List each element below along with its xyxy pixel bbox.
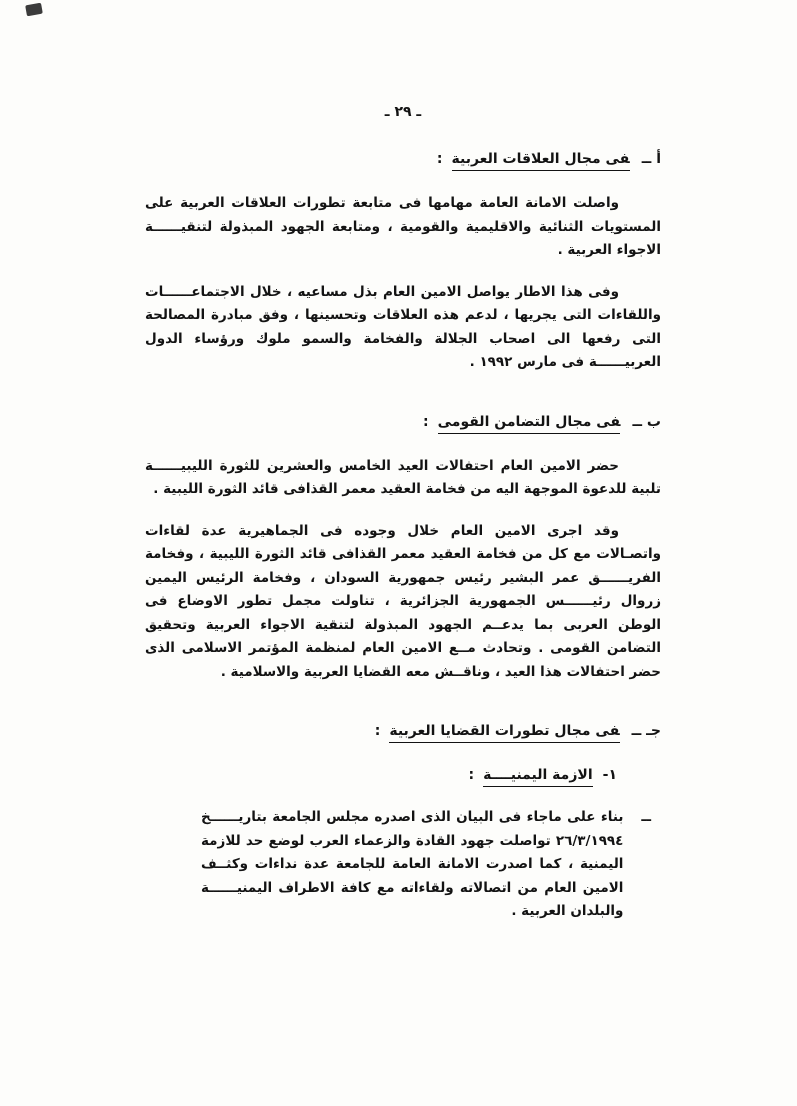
paragraph: واصلت الامانة العامة مهامها فى متابعة تطورات العلاقات العربية على المستويات الثنائية والاقليمية والقومية ، ومتابعة الجهود المبذولة لتنقيــــــة الاجواء العربية . bbox=[145, 195, 661, 258]
subsection-title: الازمة اليمنيــــة bbox=[483, 767, 593, 787]
bullet-item bbox=[201, 806, 651, 924]
section-heading bbox=[145, 148, 661, 170]
paragraph: وقد اجرى الامين العام خلال وجوده فى الجماهيرية عدة لقاءات واتصـالات مع كل من فخامة العقيد معمر القذافى قائد الثورة الليبية ، وفخامة الفريــــــق عمر البشير رئيس جمهورية السودان ، وفخامة الرئيس اليمين زروال رئيــــــس الجمهورية الجزائرية ، تناولت مجمل تطور الاوضاع فى الوطن العربى بما يدعــم الجهود المبذولة لتنقية الاجواء العربية وتحقيق التضامن القومى . وتحادث مــع الامين العام لمنظمة المؤتمر الاسلامى الذى حضر احتفالات هذا العيد ، وناقــش معه القضايا العربية والاسلامية . bbox=[145, 522, 661, 680]
subsection-yemeni-crisis-heading bbox=[145, 764, 617, 786]
subsection-marker: ١- bbox=[602, 767, 617, 783]
section-marker: جـ ــ bbox=[631, 723, 661, 739]
section-colon: : bbox=[436, 151, 443, 167]
dash-bullet-icon: ــ bbox=[641, 809, 651, 825]
section-marker: أ ــ bbox=[641, 151, 661, 167]
section-heading bbox=[145, 720, 661, 742]
section-arab-issues-developments bbox=[145, 720, 661, 924]
paragraph: حضر الامين العام احتفالات العيد الخامس والعشرين للثورة الليبيــــــة تلبية للدعوة الموجهة اليه من فخامة العقيد معمر القذافى قائد الثورة الليبية . bbox=[145, 457, 661, 497]
section-arab-relations bbox=[145, 148, 661, 375]
section-title: فى مجال تطورات القضايا العربية bbox=[389, 723, 619, 743]
section-heading bbox=[145, 411, 661, 433]
scan-artifact bbox=[25, 3, 43, 17]
subsection-colon: : bbox=[468, 767, 475, 783]
paragraph: وفى هذا الاطار يواصل الامين العام بذل مساعيه ، خلال الاجتماعــــــات واللقاءات التى يجريها ، لدعم هذه العلاقات وتحسينها ، وفق مبادرة المصالحة التى رفعها الى اصحاب الجلالة والفخامة والسمو ملوك ورؤساء الدول العربيــــــة فى مارس ١٩٩٢ . bbox=[145, 283, 661, 370]
section-title: فى مجال التضامن القومى bbox=[438, 414, 621, 434]
page-number: ـ ٢٩ ـ bbox=[384, 104, 422, 120]
section-marker: ب ــ bbox=[632, 413, 661, 430]
section-colon: : bbox=[423, 413, 429, 430]
section-title: فى مجال العلاقات العربية bbox=[452, 151, 630, 171]
page-content bbox=[145, 104, 661, 924]
section-national-solidarity bbox=[145, 411, 661, 685]
section-colon: : bbox=[374, 723, 381, 739]
bullet-text: بناء على ماجاء فى البيان الذى اصدره مجلس الجامعة بتاريــــــخ ٢٦/٣/١٩٩٤ تواصلت جهود القادة والزعماء العرب لوضع حد للازمة اليمنية ، كما اصدرت الامانة العامة للجامعة عدة نداءات وكثــف الامين العام من اتصالاته ولقاءاته مع كافة الاطراف اليمنيــــــة والبلدان العربية . bbox=[201, 809, 624, 919]
